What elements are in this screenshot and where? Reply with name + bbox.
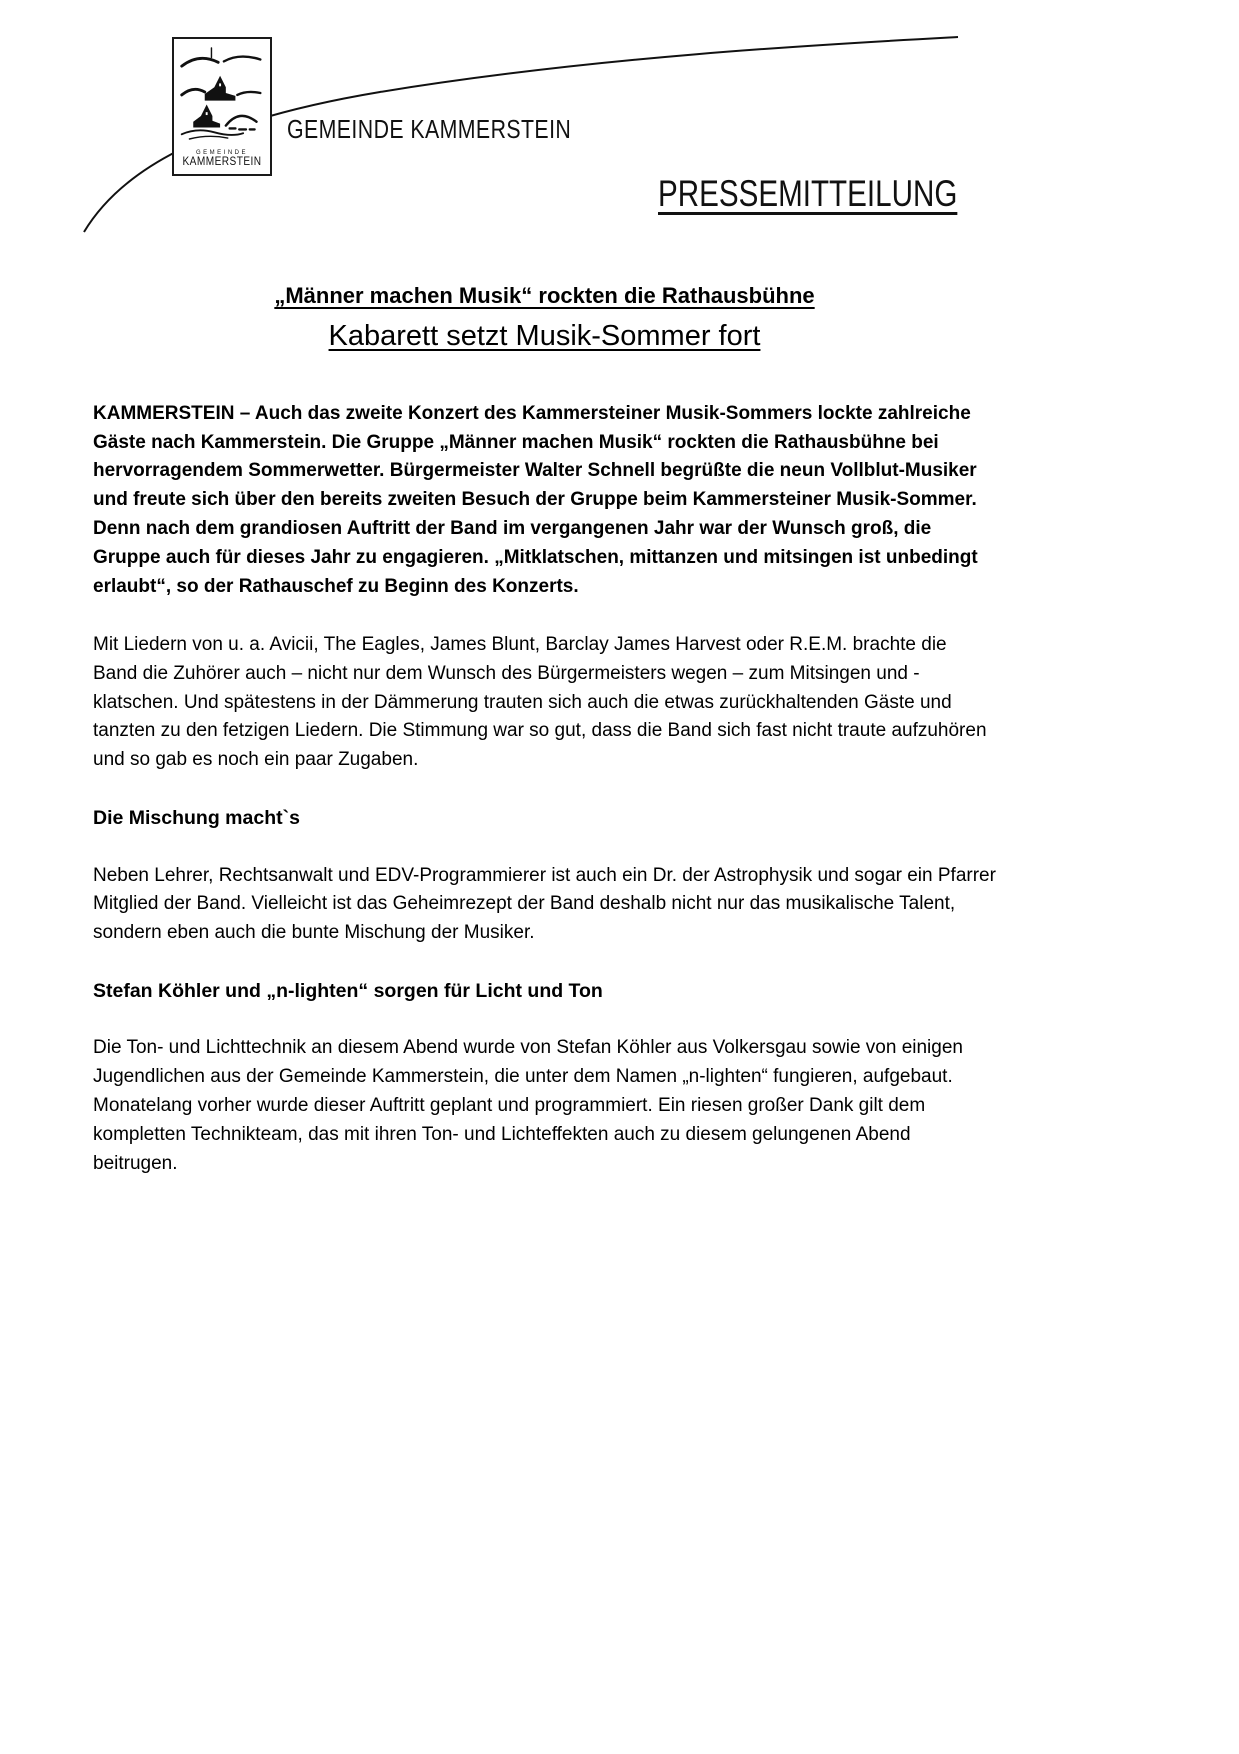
document-type-title: PRESSEMITTEILUNG [658, 173, 958, 214]
logo-caption-small: GEMEINDE [195, 149, 248, 156]
page-title-text: Kabarett setzt Musik-Sommer fort [328, 319, 761, 352]
headline-kicker [93, 282, 996, 311]
org-name: GEMEINDE KAMMERSTEIN [287, 114, 572, 144]
headline-kicker-text: „Männer machen Musik“ rockten die Rathausbühne [274, 283, 815, 308]
logo-caption [174, 150, 270, 169]
paragraph-mix: Neben Lehrer, Rechtsanwalt und EDV-Programmierer ist auch ein Dr. der Astrophysik und sogar ein Pfarrer Mitglied der Band. Vielleicht ist das Geheimrezept der Band deshalb nicht nur das musikalische Talent, sondern eben auch die bunte Mischung der Musiker. [93, 864, 996, 944]
logo-caption-large: KAMMERSTEIN [182, 156, 262, 169]
municipality-logo [172, 37, 272, 176]
lead-paragraph: KAMMERSTEIN – Auch das zweite Konzert des Kammersteiner Musik-Sommers lockte zahlreiche Gäste nach Kammerstein. Die Gruppe „Männer machen Musik“ rockten die Rathausbühne bei hervorragendem Sommerwetter. Bürgermeister Walter Schnell begrüßte die neun Vollblut-Musiker und freute sich über den bereits zweiten Besuch der Gruppe beim Kammersteiner Musik-Sommer. Denn nach dem grandiosen Auftritt der Band im vergangenen Jahr war der Wunsch groß, die Gruppe auch für dieses Jahr zu engagieren. „Mitklatschen, mittanzen und mitsingen ist unbedingt erlaubt“, so der Rathauschef zu Beginn des Konzerts. [93, 402, 978, 597]
logo-illustration [176, 43, 268, 143]
subheading-mix: Die Mischung macht`s [93, 807, 300, 830]
subheading-tech: Stefan Köhler und „n-lighten“ sorgen für Licht und Ton [93, 980, 603, 1003]
article-content [93, 282, 996, 1179]
page-title [93, 317, 996, 356]
paragraph-concert: Mit Liedern von u. a. Avicii, The Eagles, James Blunt, Barclay James Harvest oder R.E.M. brachte die Band die Zuhörer auch – nicht nur dem Wunsch des Bürgermeisters wegen – zum Mitsingen und -klatschen. Und spätestens in der Dämmerung trauten sich auch die etwas zurückhaltenden Gäste und tanzten zu den fetzigen Liedern. Die Stimmung war so gut, dass die Band sich fast nicht traute aufzuhören und so gab es noch ein paar Zugaben. [93, 633, 987, 771]
paragraph-tech: Die Ton- und Lichttechnik an diesem Abend wurde von Stefan Köhler aus Volkersgau sowie von einigen Jugendlichen aus der Gemeinde Kammerstein, die unter dem Namen „n-lighten“ fungieren, aufgebaut. Monatelang vorher wurde dieser Auftritt geplant und programmiert. Ein riesen großer Dank gilt dem kompletten Technikteam, das mit ihren Ton- und Lichteffekten auch zu diesem gelungenen Abend beitrugen. [93, 1037, 963, 1174]
